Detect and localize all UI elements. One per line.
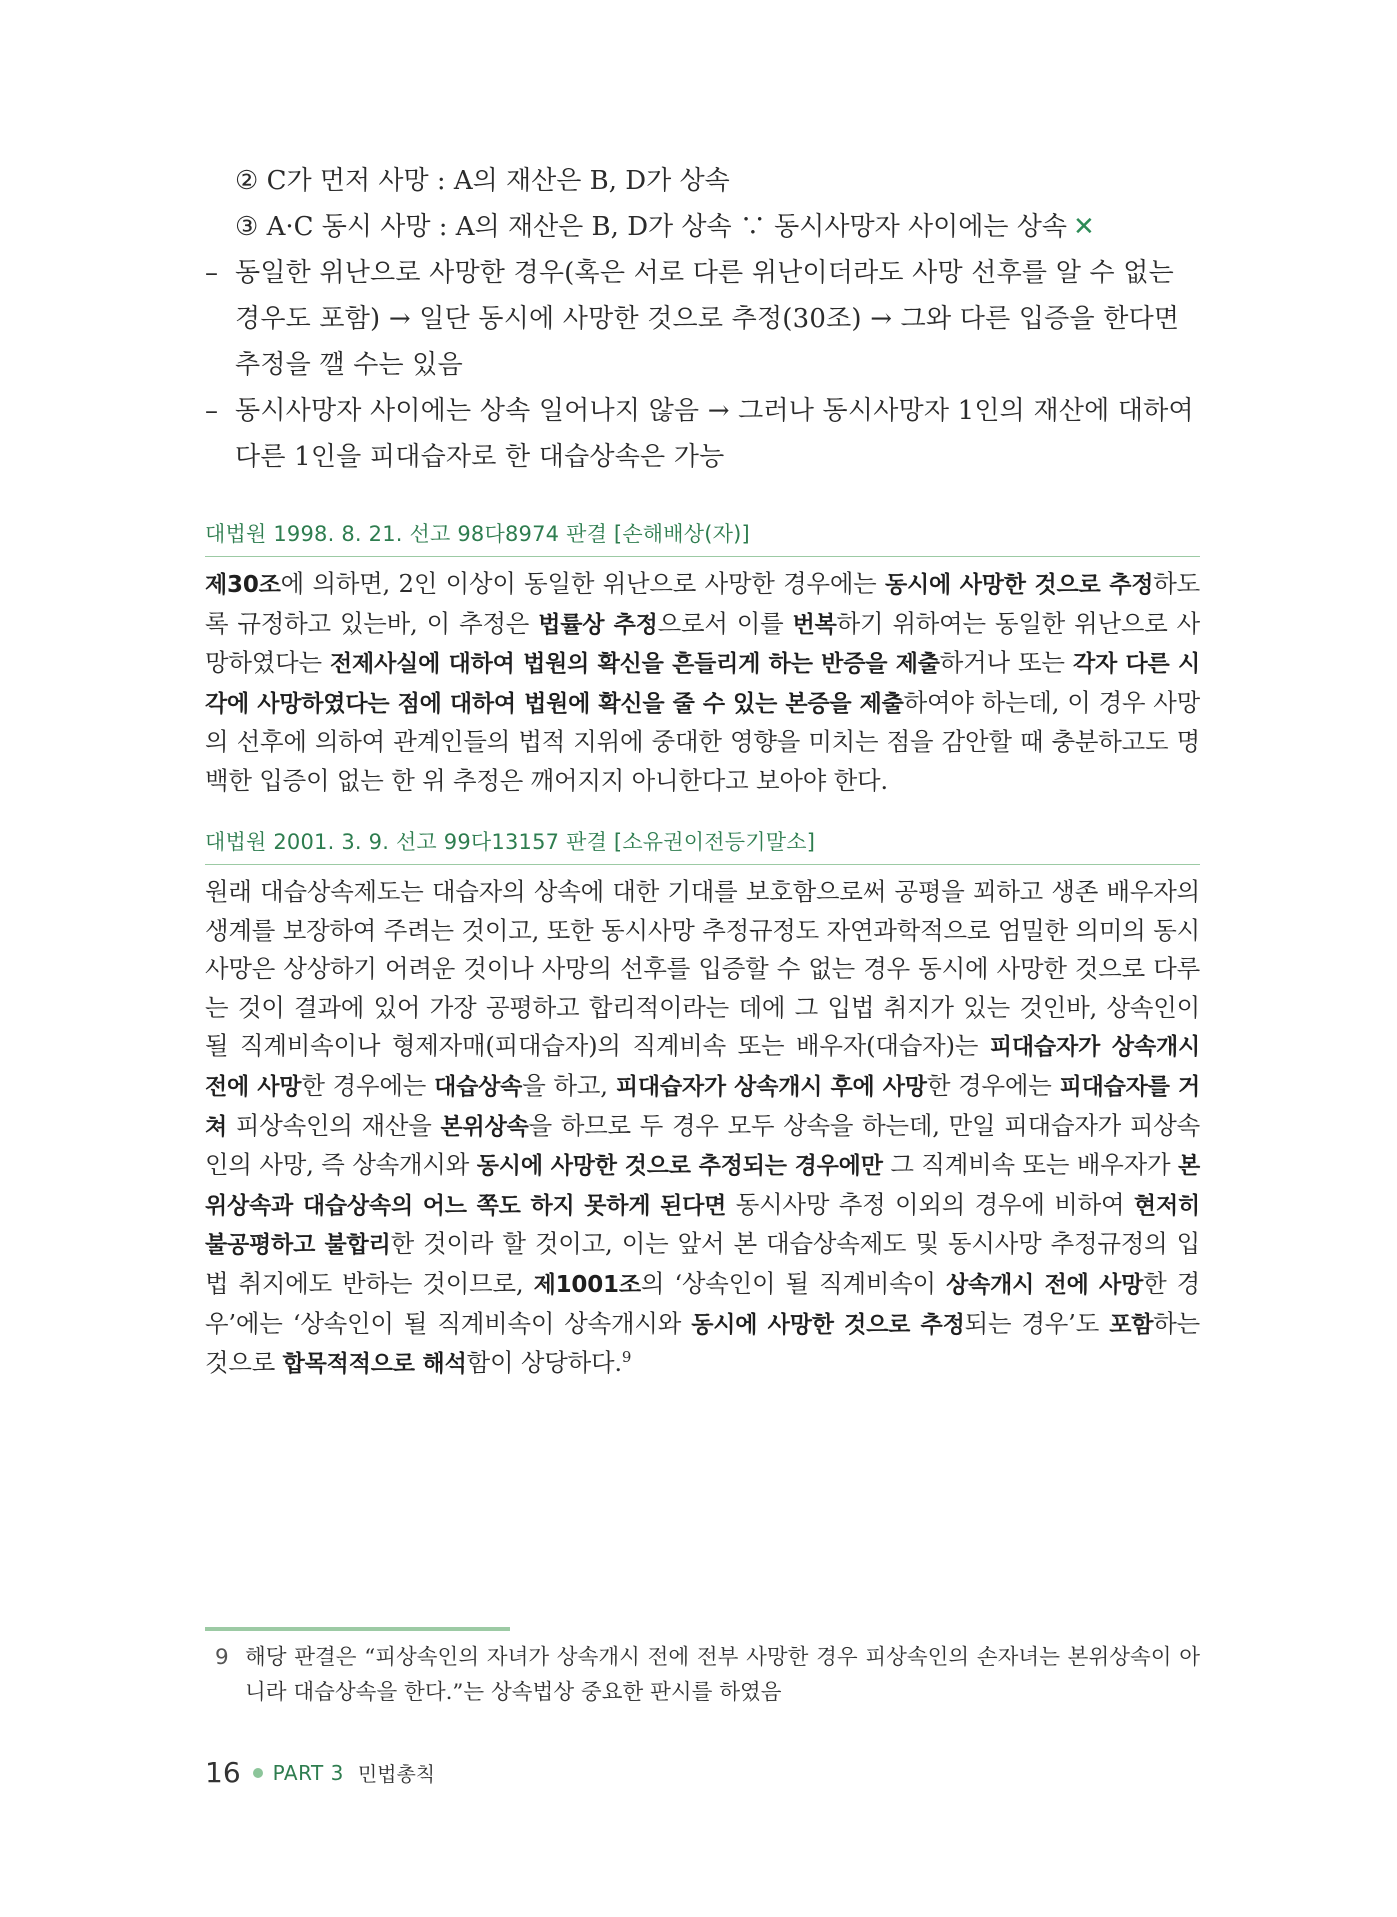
bold-text: 피대습자를 거쳐 — [205, 1073, 1200, 1140]
case-text: 하기 위하여는 동일한 위난으로 사망하였다는 — [205, 608, 1200, 678]
bold-text: 법률상 추정 — [538, 611, 658, 638]
case-body — [205, 873, 1200, 1384]
footnote-text: 해당 판결은 “피상속인의 자녀가 상속개시 전에 전부 사망한 경우 피상속인의 손자녀는 본위상속이 아니라 대습상속을 한다.”는 상속법상 중요한 판시를 하였음 — [245, 1645, 1200, 1705]
dash-item-2 — [205, 388, 1200, 480]
bold-text: 동시에 사망한 것으로 추정되는 경우에만 — [476, 1153, 883, 1180]
case-body — [205, 565, 1200, 801]
bold-text: 본위상속 — [440, 1113, 529, 1140]
bold-text: 각자 다른 시각에 사망하였다는 점에 대하여 법원에 확신을 줄 수 있는 본증을 제출 — [205, 651, 1200, 717]
case-text: 한 경우에는 — [301, 1070, 435, 1100]
bold-text: 전제사실에 대하여 법원의 확신을 흔들리게 하는 반증을 제출 — [330, 651, 940, 678]
footnote-number: 9 — [215, 1645, 229, 1670]
case-text: 한 경우에는 — [926, 1070, 1060, 1100]
bold-text: 제1001조 — [533, 1271, 641, 1298]
case-title: 대법원 2001. 3. 9. 선고 99다13157 판결 [소유권이전등기말소] — [205, 826, 1200, 865]
case-text: 하도록 규정하고 있는바, 이 추정은 — [205, 569, 1200, 638]
case-1998 — [205, 518, 1200, 801]
bold-text: 번복 — [792, 611, 837, 638]
case-text: 의 ‘상속인이 될 직계비속이 — [640, 1268, 947, 1298]
dash-marker: – — [205, 396, 219, 426]
case-text: 함이 상당하다. — [466, 1348, 622, 1378]
list-item-3-text: ③ A·C 동시 사망 : A의 재산은 B, D가 상속 ∵ 동시사망자 사이에는 상속 — [235, 212, 1067, 242]
page-footer — [205, 1756, 435, 1789]
bold-text: 합목적적으로 해석 — [282, 1351, 467, 1378]
case-text: 그 직계비속 또는 배우자가 — [882, 1150, 1178, 1180]
part-label: PART 3 — [272, 1760, 344, 1785]
case-text: 되는 경우’도 — [964, 1308, 1110, 1338]
page-number: 16 — [205, 1756, 241, 1789]
case-text: 을 하므로 두 경우 모두 상속을 하는데, 만일 피대습자가 피상속인의 사망, 즉 상속개시와 — [205, 1110, 1200, 1180]
case-text: 피상속인의 재산을 — [227, 1110, 441, 1140]
bold-text: 본위상속과 대습상속의 어느 쪽도 하지 못하게 된다면 — [205, 1153, 1200, 1219]
dash-item-1-text: 동일한 위난으로 사망한 경우(혹은 서로 다른 위난이더라도 사망 선후를 알 수 없는 경우도 포함) → 일단 동시에 사망한 것으로 추정(30조) → 그와 다른 입증을 한다면 추정을 깰 수는 있음 — [235, 258, 1180, 380]
bold-text: 포함 — [1109, 1311, 1154, 1338]
cross-icon: ✕ — [1073, 212, 1095, 242]
bold-text: 동시에 사망한 것으로 추정 — [884, 572, 1154, 598]
case-text: 한 것이라 할 것이고, 이는 앞서 본 대습상속제도 및 동시사망 추정규정의 입법 취지에도 반하는 것이므로, — [205, 1229, 1201, 1298]
bold-text: 피대습자가 상속개시 전에 사망 — [205, 1034, 1200, 1100]
case-title: 대법원 1998. 8. 21. 선고 98다8974 판결 [손해배상(자)] — [205, 518, 1200, 557]
case-text: 한 경우’에는 ‘상속인이 될 직계비속이 상속개시와 — [205, 1268, 1200, 1338]
bold-text: 상속개시 전에 사망 — [946, 1271, 1144, 1298]
case-text: 하는 것으로 — [205, 1308, 1200, 1378]
bold-text: 동시에 사망한 것으로 추정 — [691, 1311, 965, 1338]
case-text: 원래 대습상속제도는 대습자의 상속에 대한 기대를 보호함으로써 공평을 꾀하고 생존 배우자의 생계를 보장하여 주려는 것이고, 또한 동시사망 추정규정도 자연과학적으로 엄밀한 의미의 동시사망은 상상하기 어려운 것이나 사망의 선후를 입증할 수 없는 경우 동시에 사망한 것으로 다루는 것이 결과에 있어 가장 공평하고 합리적이라는 데에 그 입법 취지가 있는 것인바, 상속인이 될 직계비속이나 형제자매(피대습자)의 직계비속 또는 배우자(대습자)는 — [205, 877, 1200, 1061]
case-text: 하여야 하는데, 이 경우 사망의 선후에 의하여 관계인들의 법적 지위에 중대한 영향을 미치는 점을 감안할 때 충분하고도 명백한 입증이 없는 한 위 추정은 깨어지지 아니한다고 보아야 한다. — [205, 687, 1201, 795]
case-text: 에 의하면, 2인 이상이 동일한 위난으로 사망한 경우에는 — [280, 569, 885, 598]
dash-marker: – — [205, 258, 219, 288]
footnote-ref[interactable]: 9 — [621, 1348, 632, 1366]
case-text: 동시사망 추정 이외의 경우에 비하여 — [726, 1189, 1134, 1219]
dash-item-2-text: 동시사망자 사이에는 상속 일어나지 않음 → 그러나 동시사망자 1인의 재산에 대하여 다른 1인을 피대습자로 한 대습상속은 가능 — [235, 396, 1194, 472]
footnote-divider — [205, 1627, 510, 1631]
section-label: 민법총칙 — [357, 1762, 436, 1786]
case-text: 하거나 또는 — [939, 648, 1073, 678]
bold-text: 제30조 — [205, 572, 281, 598]
case-2001 — [205, 826, 1200, 1384]
footnote — [205, 1640, 1200, 1710]
bold-text: 피대습자가 상속개시 후에 사망 — [615, 1073, 927, 1100]
list-item-3 — [205, 204, 1200, 250]
bold-text: 대습상속 — [434, 1073, 523, 1100]
inheritance-list — [205, 158, 1200, 480]
case-text: 을 하고, — [522, 1070, 616, 1100]
list-item-2: ② C가 먼저 사망 : A의 재산은 B, D가 상속 — [235, 166, 730, 196]
bullet-dot-icon — [253, 1768, 263, 1778]
bold-text: 현저히 불공평하고 불합리 — [205, 1192, 1200, 1259]
case-text: 으로서 이를 — [657, 608, 793, 638]
dash-item-1 — [205, 250, 1200, 388]
